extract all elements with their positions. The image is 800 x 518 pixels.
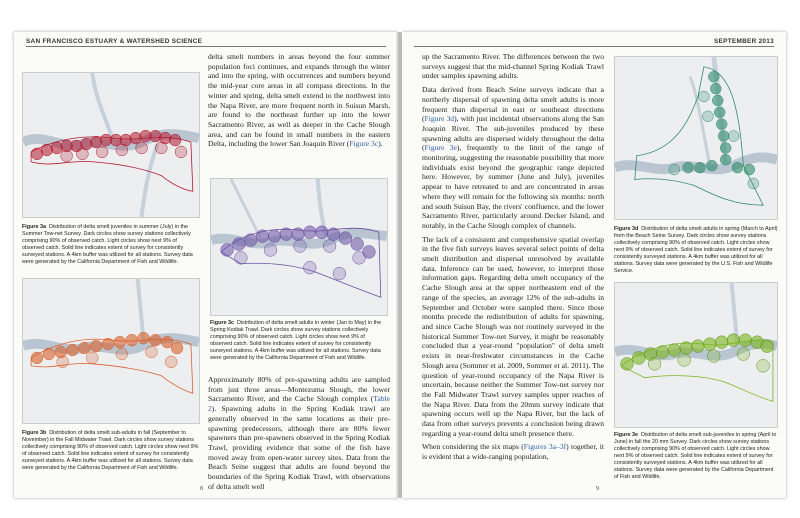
station-circle (748, 178, 759, 189)
figure-3e-link[interactable]: Figure 3e (424, 143, 457, 153)
station-circle (303, 261, 316, 274)
table-2-link[interactable]: Table 2 (208, 394, 390, 414)
figure-3a-map (22, 72, 200, 218)
station-circle (244, 234, 257, 247)
station-circle (712, 95, 723, 106)
station-circle (96, 146, 108, 158)
figures-3a-3f-link[interactable]: Figures 3a–3f (523, 442, 567, 452)
station-circle (126, 334, 138, 346)
delta-map-3b (23, 279, 199, 423)
station-circle (292, 228, 305, 241)
right-column-1-text (422, 52, 604, 466)
station-circle (171, 342, 183, 354)
station-circle (732, 162, 743, 173)
station-circle (737, 348, 750, 361)
figure-3a-label: Figure 3a (22, 224, 46, 230)
station-circle (706, 160, 717, 171)
station-circle (683, 162, 694, 173)
figure-3e-label: Figure 3e (614, 432, 638, 438)
delta-map-3a (23, 73, 199, 217)
page-number-right: 9 (596, 486, 599, 492)
station-circle (351, 238, 364, 251)
station-circle (353, 251, 366, 264)
figure-3c-map (210, 178, 388, 316)
station-circle (718, 131, 729, 142)
station-circle (703, 338, 716, 351)
station-circle (632, 352, 645, 365)
station-circle (656, 346, 669, 359)
delta-map-3e (615, 283, 777, 427)
station-circle (695, 162, 706, 173)
paragraph-4-text-b: ) together, it is evident that a wide-ranging population, (422, 442, 604, 462)
station-circle (31, 352, 43, 364)
figure-3c-text: Distribution of delta smelt adults in winter (Jan to May) in the Spring Kodiak Trawl. Dark circles show survey stations collectively comprising 90% of observed catch. Light circles show next 9% of observed catch. Solid line indicates extent of survey for consistently surveyed stations. A 4km buffer was utilized for all stations. Survey data were generated by the California Department of Fish and Wildlife. (210, 320, 382, 361)
station-circle (669, 164, 680, 175)
station-circle (698, 91, 709, 102)
paragraph-2-text-b: ), with just incidental observations along the San Joaquin River. The sub-juveniles produced by these spawning adults are dispersed widely throughout the delta ( (422, 114, 604, 153)
station-circle (146, 346, 158, 358)
station-circle (221, 244, 234, 257)
figure-3d-map (614, 56, 778, 220)
figure-3a-text: Distribution of delta smelt juveniles in summer (July) in the Summer Tow-net Survey. Dark circles show survey stations collectively comprising 90% of observed catch. Light circles show next 9% of observed catch. Solid line indicates extent of survey for consistently surveyed stations. A 4km buffer was utilized for all stations. Survey data were generated by the California Department of Fish and Wildlife. (22, 224, 193, 265)
station-circle (116, 348, 128, 360)
station-circle (728, 131, 739, 142)
station-circle (303, 226, 316, 239)
station-circle (680, 342, 693, 355)
station-circle (136, 142, 148, 154)
station-circle (339, 232, 352, 245)
station-circle (175, 146, 187, 158)
station-circle (76, 148, 88, 160)
figure-3b-label: Figure 3b (22, 430, 47, 436)
station-circle (708, 71, 719, 82)
paragraph-4-text-a: When considering the six maps ( (422, 442, 524, 452)
station-circle (621, 357, 634, 370)
figure-3b-caption (22, 430, 200, 472)
station-circle (43, 348, 55, 360)
station-circle (716, 119, 727, 130)
paragraph-2-text-c: ), frequently to the limit of the range of monitoring, suggesting the reasonable possibility that more individuals exist beyond the geographic range depicted here. However, by summer (June and July), juveniles appear to have retreated to and are concentrated in areas where they will remain for the following six months: north and south Suisun Bay, the rivers' confluence, and the lower Sacramento River, particularly around Decker Island, and notably, in the Cache Slough complex of channels. (422, 143, 604, 230)
figure-3c-caption (210, 320, 388, 362)
station-circle (280, 228, 293, 241)
station-circle (78, 342, 90, 354)
station-circle (715, 336, 728, 349)
running-head-left: SAN FRANCISCO ESTUARY & WATERSHED SCIENCE (26, 38, 203, 45)
station-circle (256, 230, 269, 243)
station-circle (57, 356, 69, 368)
header-rule-left (26, 46, 386, 47)
figure-3b-text: Distribution of delta smelt sub-adults in fall (September to November) in the Fall Midwater Trawl. Dark circles show survey stations collectively comprising 90% of observed catch. Light circles show next 9% of observed catch. Solid line indicates extent of survey for consistently surveyed stations. A 4km buffer was utilized for all stations. Survey data were generated by the California Department of Fish and Wildlife. (22, 430, 199, 471)
figure-3c-link[interactable]: Figure 3c (349, 139, 379, 149)
figure-3a-caption (22, 224, 200, 266)
figure-3d-link[interactable]: Figure 3d (424, 114, 455, 124)
paragraph-text: Approximately 80% of pre-spawning adults are sampled from just three areas—Montezuma Slough, the lower Sacramento River, and the Cache Slough complex ( (208, 375, 390, 404)
figure-3d-label: Figure 3d (614, 226, 639, 232)
station-circle (727, 334, 740, 347)
paragraph-text: delta smelt numbers in areas beyond the four summer population foci continues, and expands through the winter and into the spring, with occurrences and numbers beyond the mid-year core areas in all compass directions. In the winter and spring, delta smelt extend to the northwest into the Napa River, are more frequent north in Suisun Marsh, are found to the northeast further up into the lower Sacramento River, as well as deeper in the Cache Slough area, and can be found in small numbers in the eastern Delta, including the lower San Joaquin River ( (208, 52, 390, 149)
station-circle (169, 134, 181, 146)
station-circle (149, 334, 161, 346)
paragraph-2-text-a: Data derived from Beach Seine surveys indicate that a northerly dispersal of spawning delta smelt adults is more frequent than dispersal in east or southeast directions ( (422, 85, 604, 124)
left-column-2-bottom-text (208, 375, 390, 495)
paragraph-text-end: ). Spawning adults in the Spring Kodiak trawl are generally observed in the same locations as their pre-spawning predecessors, although there are 80% fewer spawners than pre-spawners observed in the Spring Kodiak Trawl, providing evidence that some of the fish have moved away from open-water survey sites. Data from the Beach Seine suggest that adults are found beyond the boundaries of the Spring Kodiak Trawl, with observations of delta smelt well (208, 404, 390, 491)
figure-3e-text: Distribution of delta smelt sub-juveniles in spring (April to June) in fall the 20 mm Survey. Dark circles show survey stations collectively comprising 90% of observed catch. Light circles show next 9% of observed catch. Solid line indicates extent of survey for consistently surveyed stations. A 4km buffer was utilized for all stations. Survey data were generated by the California Department of Fish and Wildlife. (614, 432, 777, 480)
left-column-2-top-text (208, 52, 390, 153)
right-page (402, 32, 786, 498)
station-circle (138, 332, 150, 344)
station-circle (294, 240, 307, 253)
station-circle (90, 340, 102, 352)
delta-map-3d (615, 57, 777, 219)
station-circle (714, 107, 725, 118)
figure-3b-map (22, 278, 200, 424)
station-circle (739, 334, 752, 347)
station-circle (692, 340, 705, 353)
station-circle (234, 251, 247, 264)
delta-map-3c (211, 179, 387, 315)
station-circle (648, 357, 661, 370)
station-circle (268, 230, 281, 243)
station-circle (702, 111, 713, 122)
station-circle (761, 340, 774, 353)
station-circle (333, 267, 346, 280)
paragraph-1: up the Sacramento River. The differences between the two surveys suggest that the mid-channel Spring Kodiak Trawl under samples spawning adults. (422, 52, 604, 81)
station-circle (61, 150, 73, 162)
station-circle (720, 154, 731, 165)
figure-3c-label: Figure 3c (210, 320, 234, 326)
paragraph-3: The lack of a consistent and comprehensive spatial overlap in the five fish surveys leaves several select points of delta smelt distribution and dispersal unresolved by available data. Inference can be used, however, to interpret those information gaps. Regarding delta smelt occupancy of the Cache Slough area at the upper northeastern end of the range of the species, an average 12% of the sub-adults in September and October were sampled there. Since those months precede the redistribution of adults for spawning, and since Cache Slough was not routinely surveyed in the historical Summer Tow-net Survey, it might be reasonably concluded that a year-round "population" of delta smelt exists in near-freshwater circumstances in the Cache Slough area (Sommer et al. 2009, Sommer et al. 2011). The question of year-round occupancy of the Napa River is uncertain, because neither the Summer Tow-net survey nor the Fall Midwater Trawl survey samples upper reaches of the Napa River. Data from the 20mm survey indicate that spawning occurs well up the Napa River, but the lack of data from other surveys prevents a conclusion being drawn regarding a year-round delta smelt presence there. (422, 234, 604, 438)
station-circle (67, 344, 79, 356)
station-circle (757, 359, 770, 372)
station-circle (102, 338, 114, 350)
station-circle (232, 238, 245, 251)
left-page (14, 32, 398, 498)
station-circle (678, 354, 691, 367)
figure-3e-caption (614, 432, 778, 481)
station-circle (744, 164, 755, 175)
station-circle (86, 352, 98, 364)
running-head-right: SEPTEMBER 2013 (714, 38, 774, 45)
station-circle (668, 344, 681, 357)
station-circle (116, 144, 128, 156)
station-circle (327, 228, 340, 241)
page-number-left: 8 (200, 486, 203, 492)
header-rule-right (414, 46, 774, 47)
station-circle (720, 142, 731, 153)
figure-3d-text: Distribution of delta smelt adults in spring (March to April) from the Beach Seine Survey. Dark circles show survey stations collectively comprising 90% of observed catch. Light circles show next 9% of observed catch. Solid line indicates extent of survey for consistently surveyed stations. A 4km buffer was utilized for all stations. Survey data were generated by the U.S. Fish and Wildlife Service. (614, 226, 778, 274)
station-circle (710, 83, 721, 94)
figure-3e-map (614, 282, 778, 428)
station-circle (165, 356, 177, 368)
paragraph-text-end: ). (378, 139, 383, 149)
station-circle (264, 244, 277, 257)
figure-3d-caption (614, 226, 778, 275)
station-circle (114, 336, 126, 348)
station-circle (315, 226, 328, 239)
station-circle (707, 350, 720, 363)
station-circle (155, 142, 167, 154)
station-circle (323, 240, 336, 253)
